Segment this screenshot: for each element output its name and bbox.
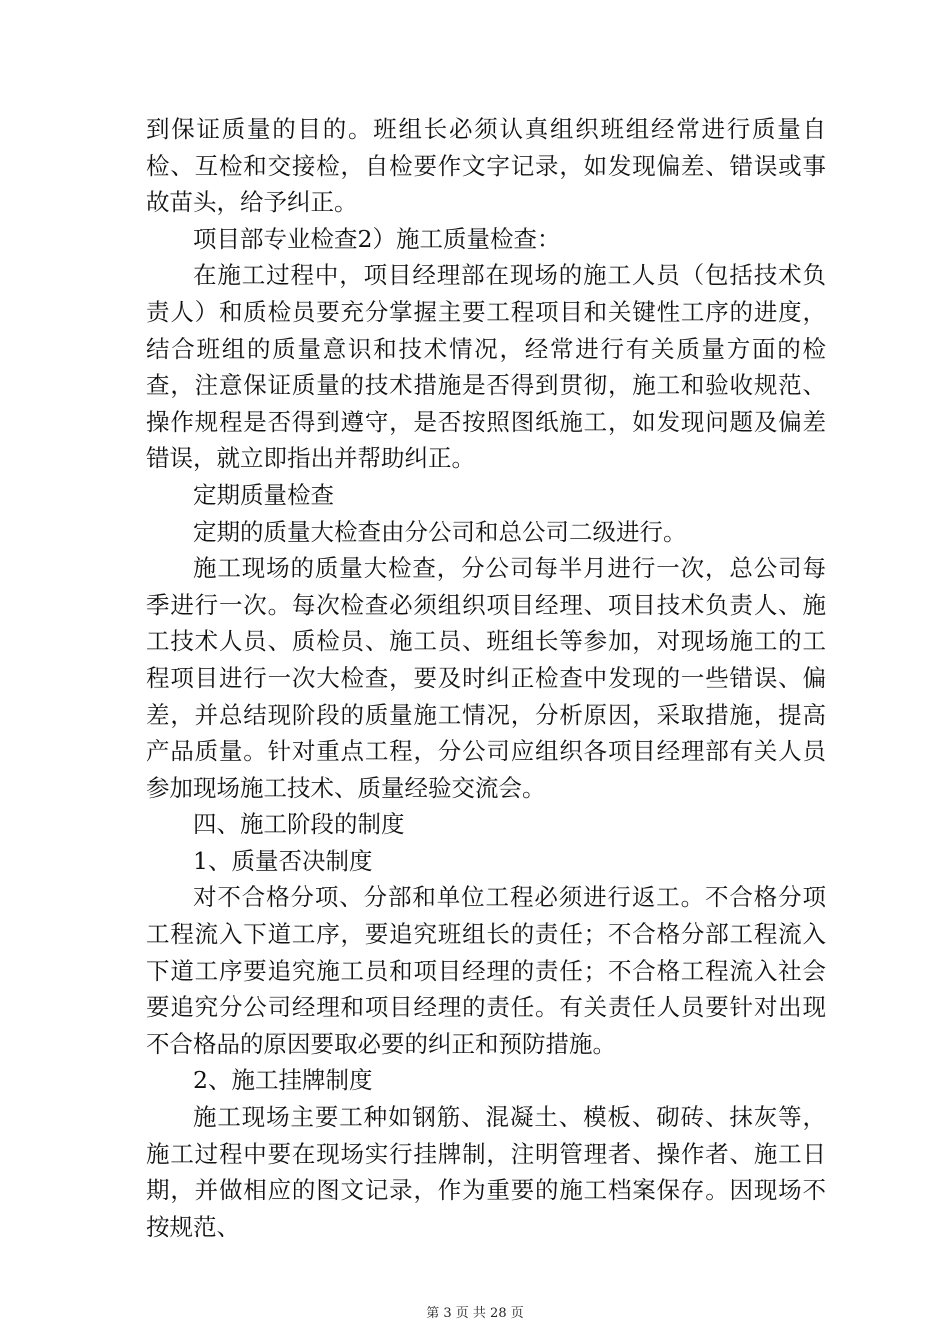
- subheading-2: 2、施工挂牌制度: [193, 1066, 373, 1095]
- paragraph-11: 施工现场主要工种如钢筋、混凝土、模板、砌砖、抹灰等，施工过程中要在现场实行挂牌制，注明管理者、操作者、施工日期，并做相应的图文记录，作为重要的施工档案保存。因现场不按规范、: [146, 1103, 826, 1241]
- paragraph-3: 在施工过程中，项目经理部在现场的施工人员（包括技术负责人）和质检员要充分掌握主要工程项目和关键性工序的进度，结合班组的质量意识和技术情况，经常进行有关质量方面的检查，注意保证质量的技术措施是否得到贯彻，施工和验收规范、操作规程是否得到遵守，是否按照图纸施工，如发现问题及偏差错误，就立即指出并帮助纠正。: [146, 261, 826, 473]
- paragraph-4: 定期质量检查: [193, 480, 334, 509]
- subheading-1: 1、质量否决制度: [193, 846, 373, 875]
- paragraph-1: 到保证质量的目的。班组长必须认真组织班组经常进行质量自检、互检和交接检，自检要作文字记录，如发现偏差、错误或事故苗头，给予纠正。: [146, 115, 826, 217]
- section-heading-4: 四、施工阶段的制度: [193, 810, 405, 839]
- paragraph-5: 定期的质量大检查由分公司和总公司二级进行。: [193, 517, 687, 546]
- paragraph-9: 对不合格分项、分部和单位工程必须进行返工。不合格分项工程流入下道工序，要追究班组长的责任；不合格分部工程流入下道工序要追究施工员和项目经理的责任；不合格工程流入社会要追究分公司经理和项目经理的责任。有关责任人员要针对出现不合格品的原因要取必要的纠正和预防措施。: [146, 883, 826, 1058]
- page-footer: [0, 1302, 950, 1321]
- document-body: [146, 111, 826, 1245]
- paragraph-2: 项目部专业检查2）施工质量检查：: [193, 224, 561, 253]
- paragraph-6: 施工现场的质量大检查，分公司每半月进行一次，总公司每季进行一次。每次检查必须组织项目经理、项目技术负责人、施工技术人员、质检员、施工员、班组长等参加，对现场施工的工程项目进行一次大检查，要及时纠正检查中发现的一些错误、偏差，并总结现阶段的质量施工情况，分析原因，采取措施，提高产品质量。针对重点工程，分公司应组织各项目经理部有关人员参加现场施工技术、质量经验交流会。: [146, 554, 826, 802]
- page-number: 第 3 页 共 28 页: [426, 1306, 524, 1321]
